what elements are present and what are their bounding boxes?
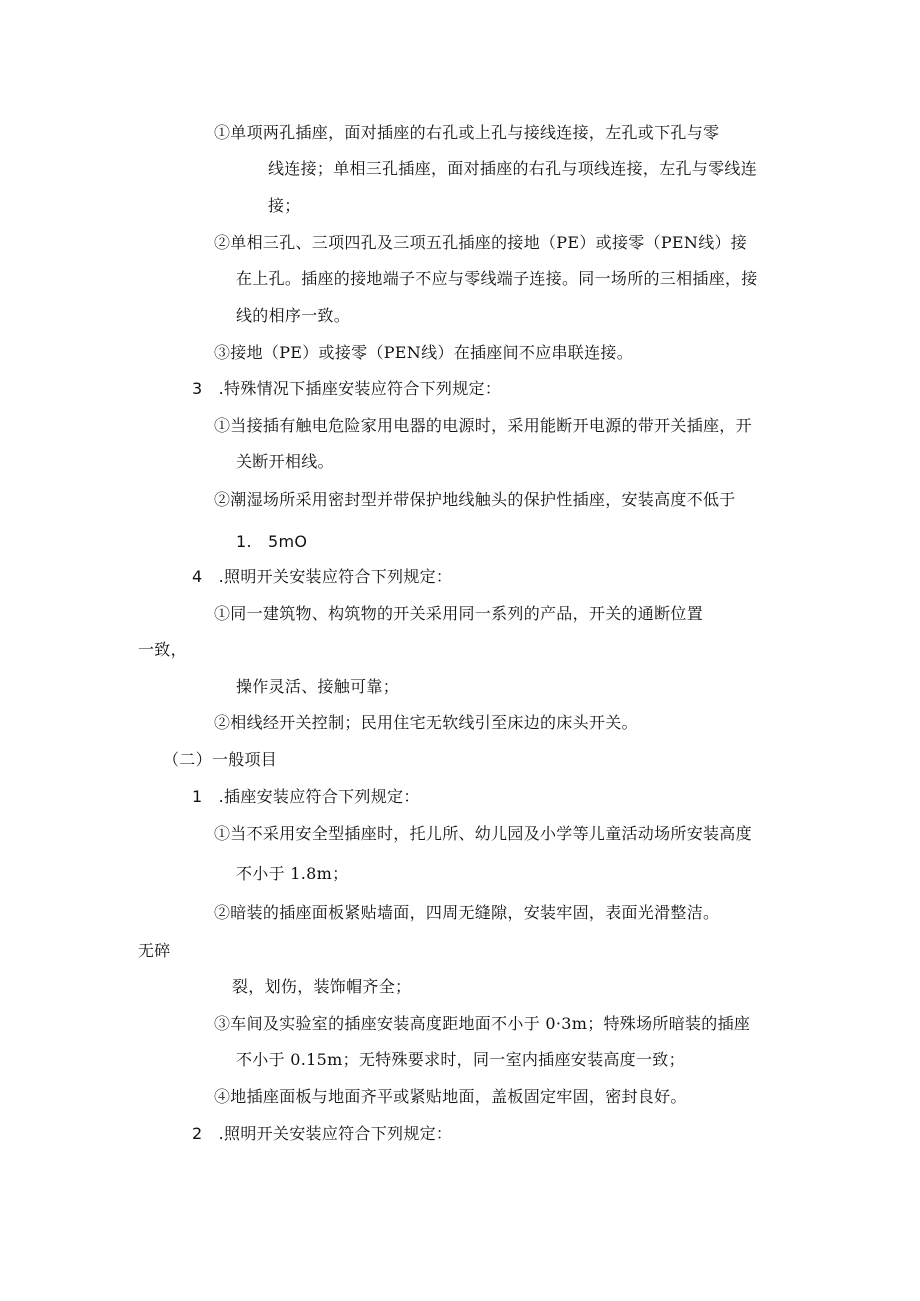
numbered-heading: 2 .照明开关安装应符合下列规定： <box>192 1124 453 1143</box>
text-line: ②相线经开关控制；民用住宅无软线引至床边的床头开关。 <box>214 713 638 732</box>
text-line: 1. 5mO <box>236 532 308 551</box>
text-line: ③车间及实验室的插座安装高度距地面不小于 0·3m；特殊场所暗装的插座 <box>214 1014 751 1033</box>
text-line: ①同一建筑物、构筑物的开关采用同一系列的产品，开关的通断位置 <box>214 604 704 623</box>
text-line: ①当不采用安全型插座时，托儿所、幼儿园及小学等儿童活动场所安装高度 <box>214 824 752 843</box>
text-line: 裂，划伤，装饰帽齐全； <box>232 977 412 996</box>
numbered-heading: 4 .照明开关安装应符合下列规定： <box>192 567 453 586</box>
numbered-heading: 3 .特殊情况下插座安装应符合下列规定： <box>192 379 502 398</box>
numbered-heading: 1 .插座安装应符合下列规定： <box>192 787 420 806</box>
text-line: 一致， <box>138 640 187 659</box>
text-line: ②潮湿场所采用密封型并带保护地线触头的保护性插座，安装高度不低于 <box>214 490 736 509</box>
text-line: ①单项两孔插座，面对插座的右孔或上孔与接线连接，左孔或下孔与零 <box>214 123 720 142</box>
section-heading: （二）一般项目 <box>163 750 278 769</box>
text-line: ①当接插有触电危险家用电器的电源时，采用能断开电源的带开关插座，开 <box>214 416 752 435</box>
text-line: 不小于 0.15m；无特殊要求时，同一室内插座安装高度一致； <box>236 1050 685 1069</box>
text-line: 操作灵活、接触可靠； <box>236 677 400 696</box>
text-line: 在上孔。插座的接地端子不应与零线端子连接。同一场所的三相插座，接 <box>236 269 758 288</box>
text-line: ②暗装的插座面板紧贴墙面，四周无缝隙，安装牢固，表面光滑整洁。 <box>214 903 720 922</box>
text-line: 不小于 1.8m； <box>236 864 349 883</box>
text-line: 线的相序一致。 <box>236 306 351 325</box>
text-line: 关断开相线。 <box>236 452 334 471</box>
text-line: ③接地（PE）或接零（PEN线）在插座间不应串联连接。 <box>214 343 633 362</box>
text-line: ②单相三孔、三项四孔及三项五孔插座的接地（PE）或接零（PEN线）接 <box>214 233 748 252</box>
text-line: 接； <box>268 196 301 215</box>
text-line: 线连接；单相三孔插座，面对插座的右孔与项线连接，左孔与零线连 <box>268 159 758 178</box>
text-line: ④地插座面板与地面齐平或紧贴地面，盖板固定牢固，密封良好。 <box>214 1087 687 1106</box>
text-line: 无碎 <box>138 941 171 960</box>
